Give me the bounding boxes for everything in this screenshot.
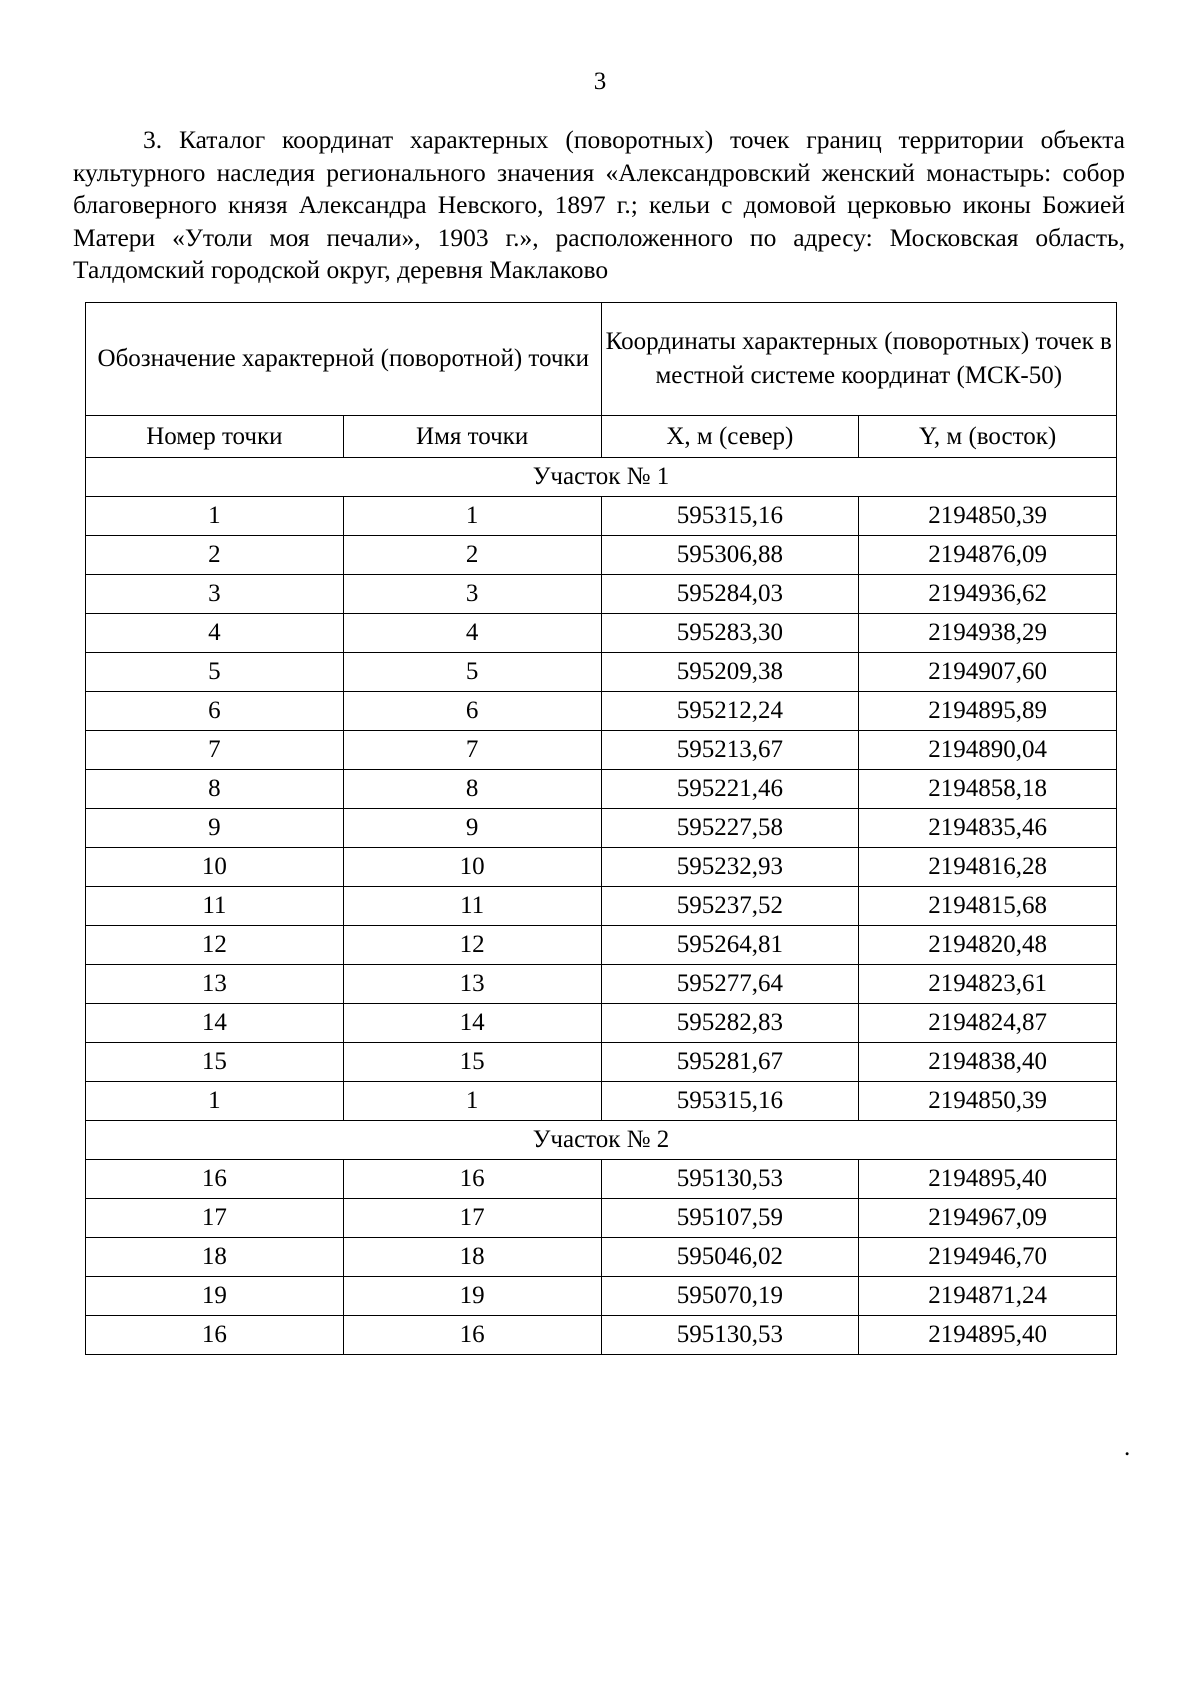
- cell-point-number: 17: [86, 1199, 344, 1238]
- cell-point-name: 17: [343, 1199, 601, 1238]
- cell-point-name: 14: [343, 1004, 601, 1043]
- cell-point-name: 16: [343, 1316, 601, 1355]
- table-row: [86, 497, 1117, 536]
- cell-point-number: 2: [86, 536, 344, 575]
- cell-y: 2194824,87: [859, 1004, 1117, 1043]
- catalog-intro-paragraph: [73, 124, 1125, 287]
- cell-y: 2194907,60: [859, 653, 1117, 692]
- cell-x: 595284,03: [601, 575, 859, 614]
- coordinates-catalog-table: [85, 302, 1117, 1355]
- cell-point-number: 1: [86, 1082, 344, 1121]
- intro-text: 3. Каталог координат характерных (поворотных) точек границ территории объекта культурного наследия регионального значения «Александровский женский монастырь: собор благоверного князя Александра Невского, 1897 г.; кельи с домовой церковью иконы Божией Матери «Утоли моя печали», 1903 г.», расположенного по адресу: Московская область, Талдомский городской округ, деревня Маклаково: [73, 125, 1125, 284]
- cell-point-number: 16: [86, 1316, 344, 1355]
- cell-x: 595213,67: [601, 731, 859, 770]
- cell-point-number: 10: [86, 848, 344, 887]
- table-row: [86, 1316, 1117, 1355]
- header-x-north: X, м (север): [601, 416, 859, 458]
- cell-point-name: 2: [343, 536, 601, 575]
- cell-x: 595130,53: [601, 1160, 859, 1199]
- cell-y: 2194876,09: [859, 536, 1117, 575]
- cell-x: 595315,16: [601, 497, 859, 536]
- cell-x: 595264,81: [601, 926, 859, 965]
- cell-point-name: 19: [343, 1277, 601, 1316]
- table-row: [86, 653, 1117, 692]
- cell-y: 2194850,39: [859, 497, 1117, 536]
- cell-point-name: 13: [343, 965, 601, 1004]
- cell-point-number: 15: [86, 1043, 344, 1082]
- cell-point-number: 3: [86, 575, 344, 614]
- cell-y: 2194815,68: [859, 887, 1117, 926]
- cell-point-name: 7: [343, 731, 601, 770]
- section-row: [86, 1121, 1117, 1160]
- cell-x: 595282,83: [601, 1004, 859, 1043]
- header-point-name: Имя точки: [343, 416, 601, 458]
- cell-point-number: 16: [86, 1160, 344, 1199]
- table-header-row: [86, 303, 1117, 416]
- cell-y: 2194895,40: [859, 1316, 1117, 1355]
- cell-y: 2194946,70: [859, 1238, 1117, 1277]
- page-number: 3: [593, 68, 607, 95]
- cell-y: 2194850,39: [859, 1082, 1117, 1121]
- header-point-designation: Обозначение характерной (поворотной) точки: [86, 303, 602, 416]
- cell-x: 595070,19: [601, 1277, 859, 1316]
- cell-x: 595277,64: [601, 965, 859, 1004]
- cell-point-number: 7: [86, 731, 344, 770]
- cell-point-name: 11: [343, 887, 601, 926]
- cell-point-number: 14: [86, 1004, 344, 1043]
- cell-x: 595232,93: [601, 848, 859, 887]
- table-row: [86, 770, 1117, 809]
- table-row: [86, 1082, 1117, 1121]
- cell-y: 2194838,40: [859, 1043, 1117, 1082]
- table-row: [86, 731, 1117, 770]
- table-row: [86, 1043, 1117, 1082]
- cell-y: 2194858,18: [859, 770, 1117, 809]
- table-row: [86, 965, 1117, 1004]
- cell-point-number: 1: [86, 497, 344, 536]
- cell-point-name: 6: [343, 692, 601, 731]
- section-title: Участок № 1: [86, 458, 1117, 497]
- cell-point-name: 18: [343, 1238, 601, 1277]
- table-row: [86, 926, 1117, 965]
- cell-point-name: 3: [343, 575, 601, 614]
- cell-point-number: 19: [86, 1277, 344, 1316]
- cell-y: 2194871,24: [859, 1277, 1117, 1316]
- table-row: [86, 1238, 1117, 1277]
- cell-point-name: 8: [343, 770, 601, 809]
- table-row: [86, 1277, 1117, 1316]
- cell-point-number: 18: [86, 1238, 344, 1277]
- cell-point-number: 13: [86, 965, 344, 1004]
- cell-point-number: 11: [86, 887, 344, 926]
- cell-point-number: 9: [86, 809, 344, 848]
- table-row: [86, 809, 1117, 848]
- section-row: [86, 458, 1117, 497]
- cell-y: 2194895,40: [859, 1160, 1117, 1199]
- cell-y: 2194895,89: [859, 692, 1117, 731]
- cell-point-name: 9: [343, 809, 601, 848]
- cell-point-name: 5: [343, 653, 601, 692]
- cell-y: 2194967,09: [859, 1199, 1117, 1238]
- cell-point-number: 4: [86, 614, 344, 653]
- table-row: [86, 575, 1117, 614]
- cell-point-name: 1: [343, 497, 601, 536]
- cell-x: 595237,52: [601, 887, 859, 926]
- cell-x: 595209,38: [601, 653, 859, 692]
- cell-y: 2194938,29: [859, 614, 1117, 653]
- cell-x: 595315,16: [601, 1082, 859, 1121]
- trailing-mark: .: [1124, 1434, 1131, 1461]
- cell-x: 595306,88: [601, 536, 859, 575]
- header-point-number: Номер точки: [86, 416, 344, 458]
- cell-x: 595212,24: [601, 692, 859, 731]
- cell-y: 2194823,61: [859, 965, 1117, 1004]
- table-row: [86, 692, 1117, 731]
- cell-x: 595227,58: [601, 809, 859, 848]
- table-row: [86, 887, 1117, 926]
- cell-x: 595107,59: [601, 1199, 859, 1238]
- cell-point-name: 4: [343, 614, 601, 653]
- cell-point-name: 1: [343, 1082, 601, 1121]
- table-row: [86, 1160, 1117, 1199]
- table-row: [86, 1004, 1117, 1043]
- table-row: [86, 848, 1117, 887]
- table-row: [86, 614, 1117, 653]
- cell-y: 2194936,62: [859, 575, 1117, 614]
- cell-point-number: 12: [86, 926, 344, 965]
- cell-point-name: 12: [343, 926, 601, 965]
- cell-x: 595283,30: [601, 614, 859, 653]
- table-subheader-row: [86, 416, 1117, 458]
- cell-x: 595046,02: [601, 1238, 859, 1277]
- header-y-east: Y, м (восток): [859, 416, 1117, 458]
- table-row: [86, 1199, 1117, 1238]
- header-coordinates: Координаты характерных (поворотных) точек в местной системе координат (МСК-50): [601, 303, 1117, 416]
- cell-point-name: 16: [343, 1160, 601, 1199]
- cell-point-number: 5: [86, 653, 344, 692]
- cell-y: 2194835,46: [859, 809, 1117, 848]
- cell-point-name: 10: [343, 848, 601, 887]
- cell-y: 2194890,04: [859, 731, 1117, 770]
- cell-y: 2194820,48: [859, 926, 1117, 965]
- cell-x: 595221,46: [601, 770, 859, 809]
- cell-x: 595281,67: [601, 1043, 859, 1082]
- cell-y: 2194816,28: [859, 848, 1117, 887]
- cell-point-name: 15: [343, 1043, 601, 1082]
- cell-point-number: 6: [86, 692, 344, 731]
- cell-x: 595130,53: [601, 1316, 859, 1355]
- table-row: [86, 536, 1117, 575]
- cell-point-number: 8: [86, 770, 344, 809]
- section-title: Участок № 2: [86, 1121, 1117, 1160]
